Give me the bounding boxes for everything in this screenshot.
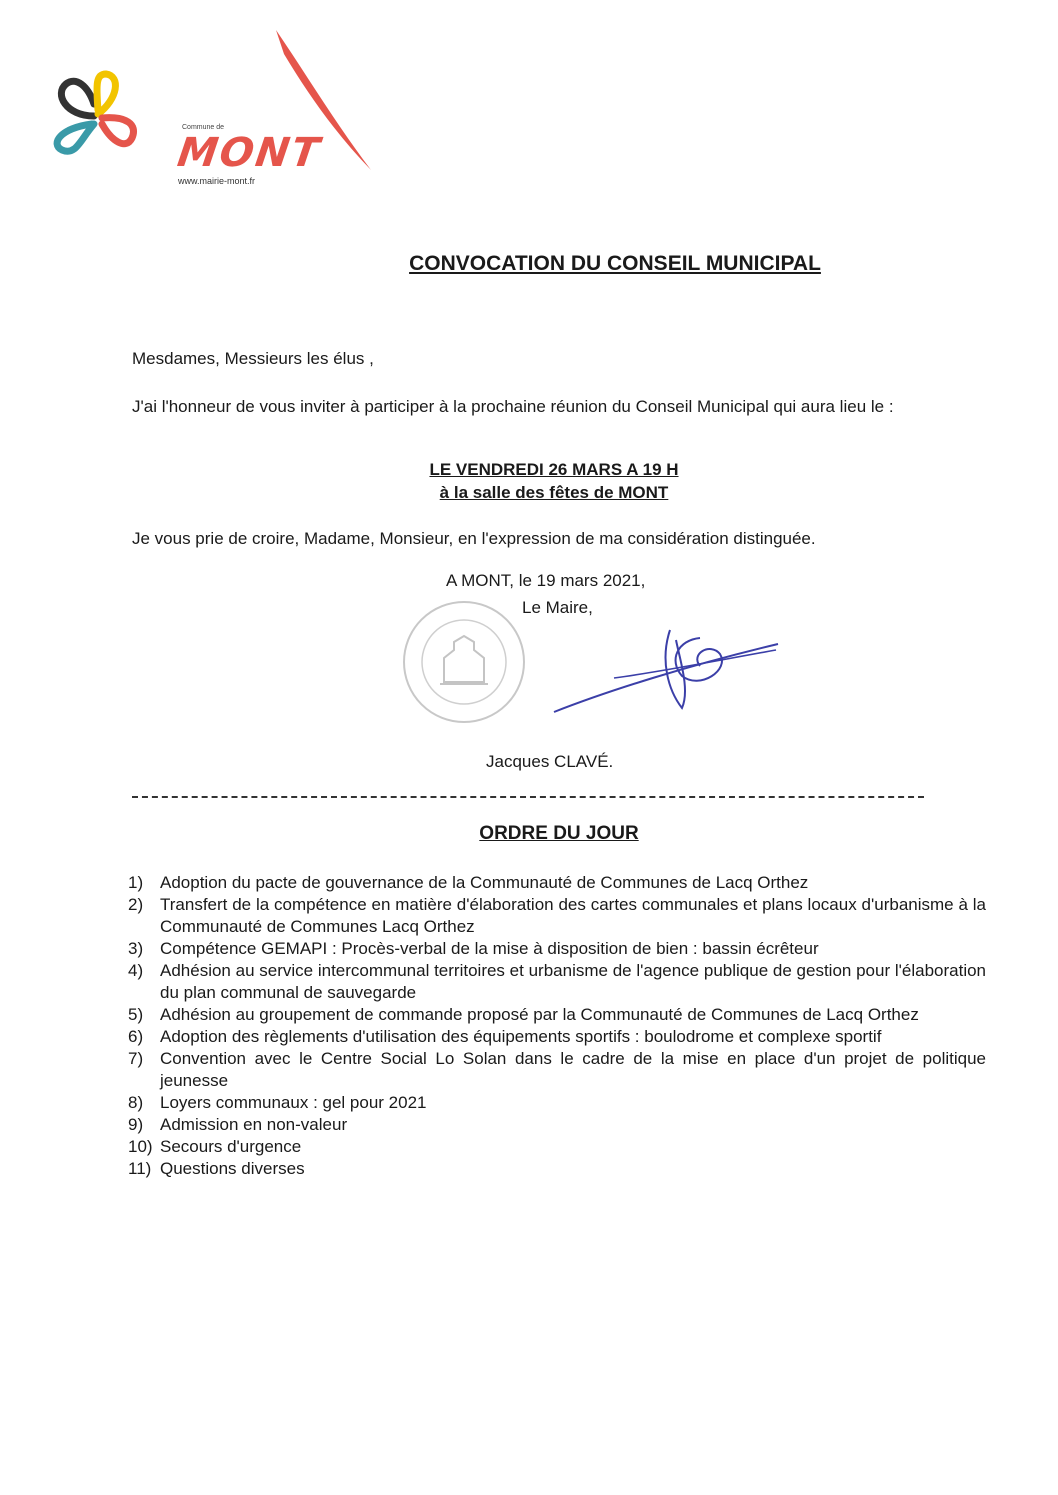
place-date: A MONT, le 19 mars 2021,: [446, 571, 646, 590]
agenda-item-text: Adoption du pacte de gouvernance de la Communauté de Communes de Lacq Orthez: [160, 873, 809, 892]
agenda-item-text: Loyers communaux : gel pour 2021: [160, 1093, 427, 1112]
meeting-place: à la salle des fêtes de MONT: [439, 483, 669, 502]
agenda-item-number: 6): [128, 1027, 144, 1046]
agenda-item: [128, 960, 986, 1004]
agenda-item: [128, 1092, 986, 1114]
agenda-title: ORDRE DU JOUR: [479, 823, 639, 844]
agenda-item-number: 8): [128, 1093, 144, 1112]
agenda-item-number: 1): [128, 873, 144, 892]
agenda-item-text: Convention avec le Centre Social Lo Solan dans le cadre de la mise en place d'un projet de politique jeunesse: [160, 1049, 986, 1090]
separator-line: [132, 796, 924, 798]
document-title: CONVOCATION DU CONSEIL MUNICIPAL: [409, 252, 821, 275]
agenda-item-number: 11): [128, 1159, 152, 1178]
agenda-item: [128, 872, 986, 894]
agenda-item-text: Adhésion au groupement de commande proposé par la Communauté de Communes de Lacq Orthez: [160, 1005, 919, 1024]
signer-role: Le Maire,: [522, 598, 593, 617]
agenda-item-number: 9): [128, 1115, 144, 1134]
agenda-item-number: 5): [128, 1005, 144, 1024]
official-stamp-icon: [400, 598, 528, 726]
agenda-item: [128, 894, 986, 938]
agenda-item-text: Transfert de la compétence en matière d'élaboration des cartes communales et plans locaux d'urbanisme à la Communauté de Communes Lacq Orthez: [160, 895, 986, 936]
agenda-item: [128, 1026, 986, 1048]
agenda-item: [128, 1136, 986, 1158]
agenda-item: [128, 1114, 986, 1136]
agenda-item-number: 2): [128, 895, 144, 914]
logo-commune-label: Commune de: [182, 124, 225, 131]
closing-text: Je vous prie de croire, Madame, Monsieur, en l'expression de ma considération distinguée.: [132, 529, 816, 548]
agenda-item: [128, 1048, 986, 1092]
commune-logo: [36, 24, 376, 186]
agenda-item-text: Admission en non-valeur: [160, 1115, 348, 1134]
agenda-item-text: Questions diverses: [160, 1159, 305, 1178]
agenda-item-text: Secours d'urgence: [160, 1137, 302, 1156]
salutation: Mesdames, Messieurs les élus ,: [132, 349, 374, 368]
invitation-text: J'ai l'honneur de vous inviter à participer à la prochaine réunion du Conseil Municipal qui aura lieu le :: [132, 397, 894, 416]
agenda-item-number: 4): [128, 961, 144, 980]
meeting-date: LE VENDREDI 26 MARS A 19 H: [429, 460, 679, 479]
agenda-item-text: Adhésion au service intercommunal territoires et urbanisme de l'agence publique de gestion pour l'élaboration du plan communal de sauvegarde: [160, 961, 986, 1002]
agenda-item-number: 3): [128, 939, 144, 958]
signer-name: Jacques CLAVÉ.: [486, 752, 614, 771]
agenda-item: [128, 938, 986, 960]
logo-name: MONT: [174, 130, 324, 176]
agenda-item: [128, 1004, 986, 1026]
agenda-item-number: 10): [128, 1137, 153, 1156]
agenda-item-number: 7): [128, 1049, 144, 1068]
agenda-item-text: Adoption des règlements d'utilisation des équipements sportifs : boulodrome et complexe sportif: [160, 1027, 882, 1046]
logo-url: www.mairie-mont.fr: [178, 176, 256, 186]
agenda-item-text: Compétence GEMAPI : Procès-verbal de la mise à disposition de bien : bassin écrêteur: [160, 939, 819, 958]
mayor-signature-icon: [550, 620, 790, 720]
agenda-list: [128, 872, 986, 1180]
agenda-item: [128, 1158, 986, 1180]
